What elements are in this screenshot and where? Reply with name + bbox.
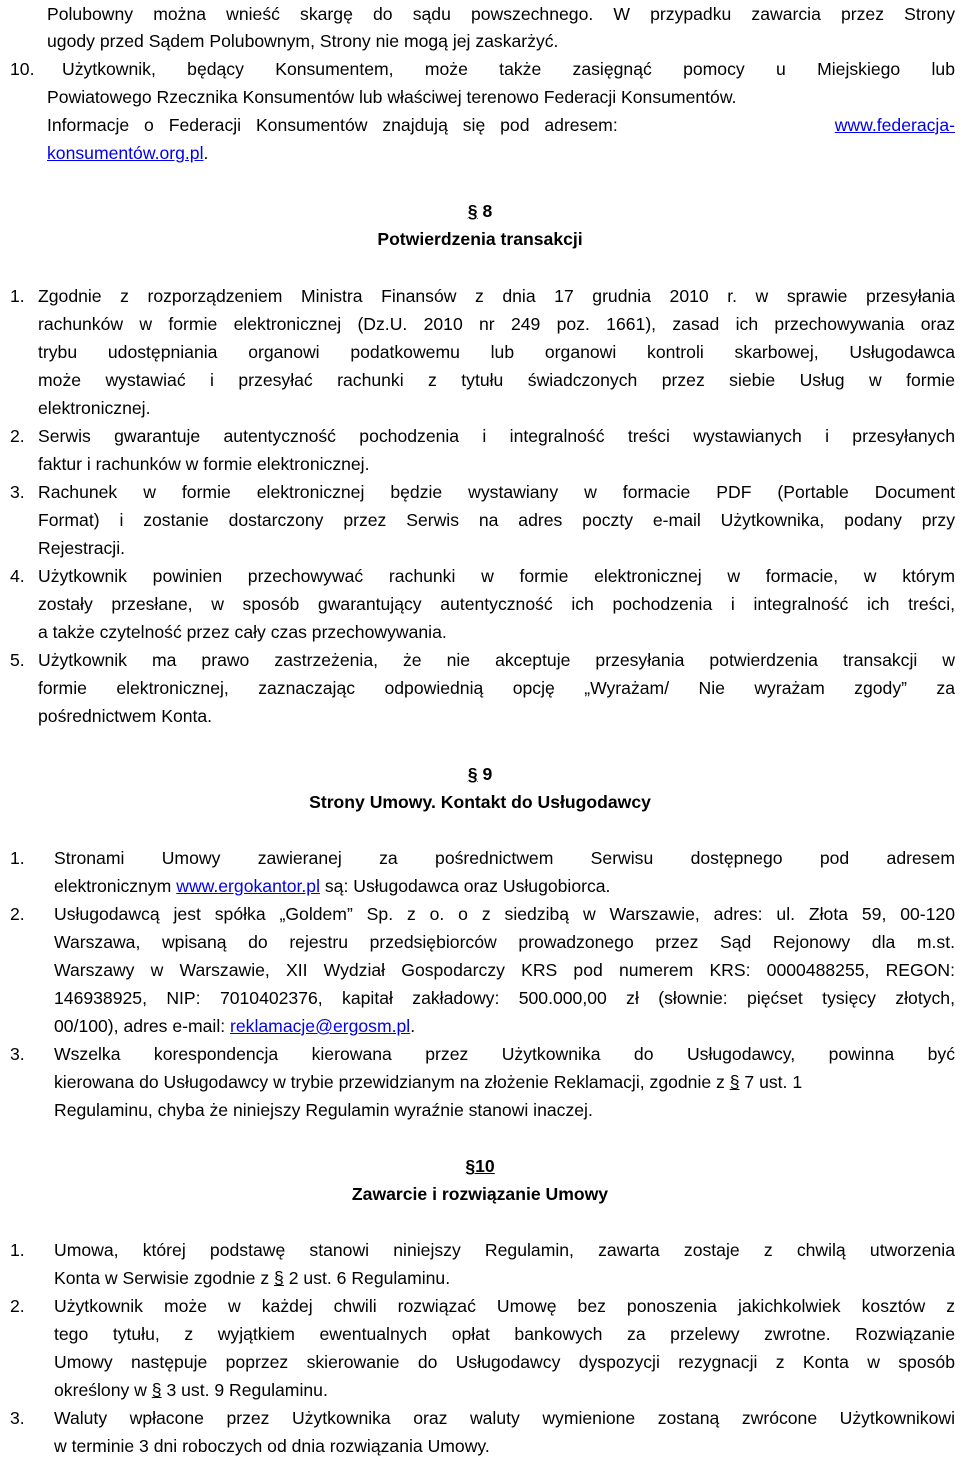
s8-item-4-line-2: zostały przesłane, w sposób gwarantujący autentyczność ich pochodzenia i integralność ich treści, <box>38 594 955 614</box>
s9-i3-line-1: Wszelka korespondencja kierowana przez Użytkownika do Usługodawcy, powinna być <box>54 1044 955 1064</box>
s8-item-5-line-1: Użytkownik ma prawo zastrzeżenia, że nie akceptuje przesyłania potwierdzenia transakcji w <box>38 650 955 670</box>
p10-line-4 <box>47 139 208 167</box>
section-number: 10 <box>475 1156 495 1176</box>
section-9-title: Strony Umowy. Kontakt do Usługodawcy <box>309 792 651 812</box>
s8-item-4-line-3: a także czytelność przez cały czas przechowywania. <box>38 622 447 642</box>
text: kierowana do Usługodawcy w trybie przewidzianym na złożenie Reklamacji, zgodnie z <box>54 1072 730 1092</box>
s8-item-1-line-2: rachunków w formie elektronicznej (Dz.U. 2010 nr 249 poz. 1661), zasad ich przechowywania oraz <box>38 314 955 334</box>
item-number: 4. <box>10 566 25 586</box>
s9-i2-line-1: Usługodawcą jest spółka „Goldem” Sp. z o. o z siedzibą w Warszawie, adres: ul. Złota 59, 00-120 <box>54 904 955 924</box>
s8-item-1-line-5: elektronicznej. <box>38 398 151 418</box>
section-symbol: § <box>467 201 478 221</box>
item-number: 3. <box>10 1408 25 1428</box>
text: 3 ust. 9 Regulaminu. <box>161 1380 328 1400</box>
s8-item-3-line-1: Rachunek w formie elektronicznej będzie wystawiany w formacie PDF (Portable Document <box>38 482 955 502</box>
section-10-heading <box>0 1152 960 1180</box>
item-number: 3. <box>10 482 25 502</box>
s8-item-3-line-3: Rejestracji. <box>38 538 126 558</box>
section-symbol: § <box>467 764 478 784</box>
item-number: 1. <box>10 1240 25 1260</box>
s8-item-3-line-2: Format) i zostanie dostarczony przez Serwis na adres poczty e-mail Użytkownika, podany przy <box>38 510 955 530</box>
s9-i3-line-3: Regulaminu, chyba że niniejszy Regulamin wyraźnie stanowi inaczej. <box>54 1100 593 1120</box>
s10-i1-line-2 <box>54 1264 450 1292</box>
s10-i3-line-2: w terminie 3 dni roboczych od dnia rozwiązania Umowy. <box>54 1436 490 1456</box>
item-number: 1. <box>10 848 25 868</box>
s10-i2-line-4 <box>54 1376 328 1404</box>
s10-i2-line-3: Umowy następuje poprzez skierowanie do Usługodawcy dyspozycji rezygnacji z Konta w sposób <box>54 1352 955 1372</box>
s9-i1-line-2 <box>54 872 610 900</box>
p10-line-1: Użytkownik, będący Konsumentem, może także zasięgnąć pomocy u Miejskiego lub <box>62 59 955 79</box>
text: Konta w Serwisie zgodnie z <box>54 1268 275 1288</box>
s8-item-5-line-2: formie elektronicznej, zaznaczając odpowiednią opcję „Wyrażam/ Nie wyrażam zgody” za <box>38 678 955 698</box>
item-number: 3. <box>10 1044 25 1064</box>
s9-i2-line-4: 146938925, NIP: 7010402376, kapitał zakładowy: 500.000,00 zł (słownie: pięćset tysięcy złotych, <box>54 988 955 1008</box>
section-symbol: § <box>151 1380 162 1400</box>
intro-line-1: Polubowny można wnieść skargę do sądu powszechnego. W przypadku zawarcia przez Strony <box>47 4 955 24</box>
s8-item-2-line-1: Serwis gwarantuje autentyczność pochodzenia i integralność treści wystawianych i przesyłanych <box>38 426 955 446</box>
s8-item-4-line-1: Użytkownik powinien przechowywać rachunki w formie elektronicznej w formacie, w którym <box>38 566 955 586</box>
ergokantor-link[interactable]: www.ergokantor.pl <box>176 876 320 896</box>
federacja-link-cont[interactable]: konsumentów.org.pl <box>47 143 204 163</box>
section-symbol: § <box>465 1156 476 1176</box>
s8-item-1-line-3: trybu udostępniania organowi podatkowemu lub organowi kontroli skarbowej, Usługodawca <box>38 342 955 362</box>
s10-i2-line-1: Użytkownik może w każdej chwili rozwiązać Umowę bez ponoszenia jakichkolwiek kosztów z <box>54 1296 955 1316</box>
text: 2 ust. 6 Regulaminu. <box>283 1268 451 1288</box>
s9-i2-line-2: Warszawa, wpisaną do rejestru przedsiębiorców prowadzonego przez Sąd Rejonowy dla m.st. <box>54 932 955 952</box>
section-symbol: § <box>274 1268 284 1288</box>
intro-line-2: ugody przed Sądem Polubownym, Strony nie mogą jej zaskarżyć. <box>47 31 559 51</box>
text: 7 ust. 1 <box>739 1072 803 1092</box>
text: są: Usługodawca oraz Usługobiorca. <box>320 876 611 896</box>
section-number: 8 <box>482 201 493 221</box>
p10-line-3-text: Informacje o Federacji Konsumentów znajdują się pod adresem: <box>47 115 618 135</box>
section-10-title: Zawarcie i rozwiązanie Umowy <box>351 1184 609 1204</box>
s9-i1-line-1: Stronami Umowy zawieranej za pośrednictwem Serwisu dostępnego pod adresem <box>54 848 955 868</box>
item-number: 2. <box>10 1296 25 1316</box>
item-number: 2. <box>10 426 25 446</box>
p10-line-4-end: . <box>203 143 209 163</box>
item-number: 5. <box>10 650 25 670</box>
s10-i2-line-2: tego tytułu, z wyjątkiem ewentualnych opłat bankowych za przelewy zwrotne. Rozwiązanie <box>54 1324 955 1344</box>
section-8-title: Potwierdzenia transakcji <box>377 229 583 249</box>
s8-item-5-line-3: pośrednictwem Konta. <box>38 706 213 726</box>
s8-item-2-line-2: faktur i rachunków w formie elektronicznej. <box>38 454 370 474</box>
item-number: 2. <box>10 904 25 924</box>
text: 00/100), adres e-mail: <box>54 1016 231 1036</box>
s8-item-1-line-1: Zgodnie z rozporządzeniem Ministra Finansów z dnia 17 grudnia 2010 r. w sprawie przesyłania <box>38 286 955 306</box>
s8-item-1-line-4: może wystawiać i przesyłać rachunki z tytułu świadczonych przez siebie Usług w formie <box>38 370 955 390</box>
p10-line-2: Powiatowego Rzecznika Konsumentów lub właściwej terenowo Federacji Konsumentów. <box>47 87 737 107</box>
text: . <box>410 1016 416 1036</box>
s10-i3-line-1: Waluty wpłacone przez Użytkownika oraz waluty wymienione zostaną zwrócone Użytkownikowi <box>54 1408 955 1428</box>
section-9-heading <box>0 760 960 788</box>
text: elektronicznym <box>54 876 177 896</box>
item-number: 1. <box>10 286 25 306</box>
s9-i3-line-2 <box>54 1068 955 1096</box>
federacja-link[interactable]: www.federacja- <box>834 115 955 135</box>
s9-i2-line-5 <box>54 1012 415 1040</box>
email-link[interactable]: reklamacje@ergosm.pl <box>230 1016 411 1036</box>
p10-line-3 <box>47 111 955 139</box>
text: określony w <box>54 1380 152 1400</box>
s9-i2-line-3: Warszawy w Warszawie, XII Wydział Gospodarczy KRS pod numerem KRS: 0000488255, REGON: <box>54 960 955 980</box>
section-number: 9 <box>482 764 493 784</box>
section-8-heading <box>0 197 960 225</box>
s10-i1-line-1: Umowa, której podstawę stanowi niniejszy Regulamin, zawarta zostaje z chwilą utworzenia <box>54 1240 955 1260</box>
section-symbol: § <box>729 1072 740 1092</box>
item-number: 10. <box>10 59 35 79</box>
